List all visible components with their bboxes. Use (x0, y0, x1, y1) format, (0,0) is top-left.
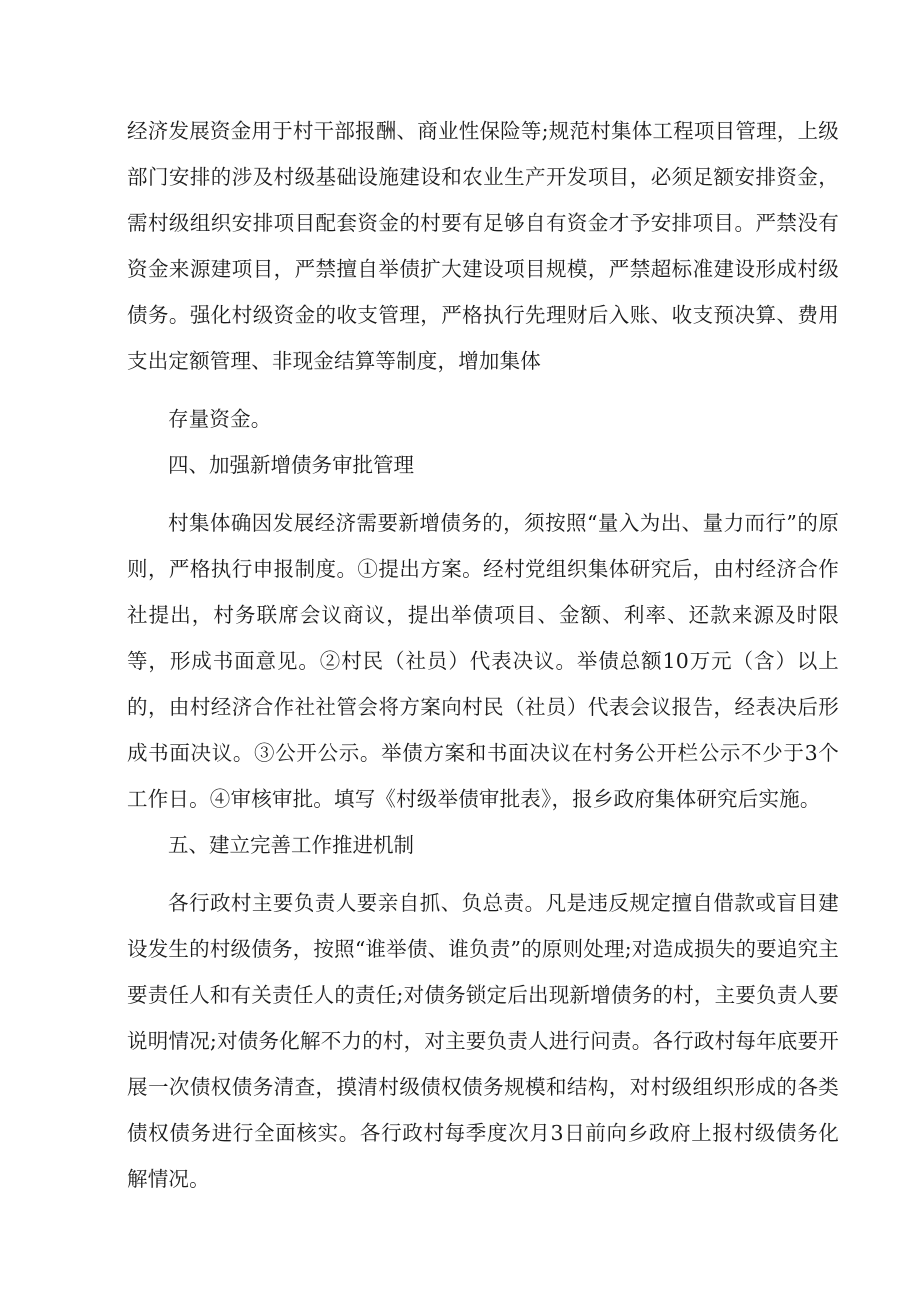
paragraph-fragment: 存量资金。 (168, 407, 272, 431)
paragraph-continued: 经济发展资金用于村干部报酬、商业性保险等;规范村集体工程项目管理，上级部门安排的涉及村级基础设施建设和农业生产开发项目，必须足额安排资金，需村级组织安排项目配套资金的村要有足够自有资金才予安排项目。严禁没有资金来源建项目，严禁擅自举债扩大建设项目规模，严禁超标准建设形成村级债务。强化村级资金的收支管理，严格执行先理财后入账、收支预决算、费用支出定额管理、非现金结算等制度，增加集体 (127, 119, 839, 373)
paragraph-approval: 村集体确因发展经济需要新增债务的，须按照“量入为出、量力而行”的原则，严格执行申报制度。①提出方案。经村党组织集体研究后，由村经济合作社提出，村务联席会议商议，提出举债项目、金额、利率、还款来源及时限等，形成书面意见。②村民（社员）代表决议。举债总额10万元（含）以上的，由村经济合作社社管会将方案向村民（社员）代表会议报告，经表决后形成书面决议。③公开公示。举债方案和书面决议在村务公开栏公示不少于3个工作日。④审核审批。填写《村级举债审批表》，报乡政府集体研究后实施。 (127, 511, 839, 811)
section-heading-5: 五、建立完善工作推进机制 (168, 833, 414, 857)
document-page (127, 108, 839, 1202)
section-heading-4: 四、加强新增债务审批管理 (168, 453, 414, 477)
paragraph-mechanism: 各行政村主要负责人要亲自抓、负总责。凡是违反规定擅自借款或盲目建设发生的村级债务，按照“谁举债、谁负责”的原则处理;对造成损失的要追究主要责任人和有关责任人的责任;对债务锁定后出现新增债务的村，主要负责人要说明情况;对债务化解不力的村，对主要负责人进行问责。各行政村每年底要开展一次债权债务清查，摸清村级债权债务规模和结构，对村级组织形成的各类债权债务进行全面核实。各行政村每季度次月3日前向乡政府上报村级债务化解情况。 (127, 891, 839, 1191)
